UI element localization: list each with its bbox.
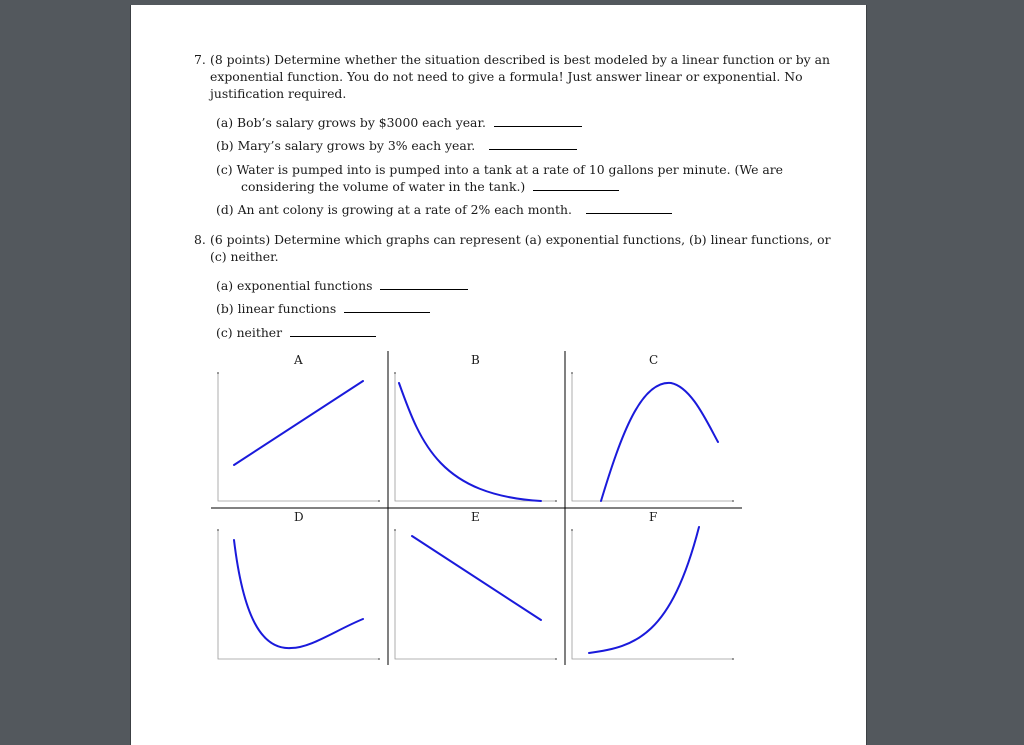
question-8-text-line2: (c) neither.	[210, 249, 279, 264]
axis-arrow	[732, 500, 734, 502]
q7-item-c: (c) Water is pumped into is pumped into a tank at a rate of 10 gallons per minute. (We are	[216, 162, 783, 177]
axis-arrow	[555, 658, 557, 660]
question-8-number: 8.	[194, 232, 206, 247]
q7-item-a: (a) Bob’s salary grows by $3000 each year.	[216, 114, 582, 131]
question-7-text-line3: justification required.	[210, 86, 347, 101]
axes-f	[572, 530, 733, 659]
question-7-text-line2: exponential function. You do not need to give a formula! Just answer linear or exponential. No	[210, 69, 803, 84]
question-7-text-line1: (8 points) Determine whether the situation described is best modeled by a linear function or by an	[210, 52, 830, 67]
axes-c	[572, 373, 733, 501]
curve-d	[234, 540, 363, 648]
axes-a	[218, 373, 379, 501]
q8-item-a: (a) exponential functions	[216, 277, 468, 294]
axis-arrow	[732, 658, 734, 660]
q8-item-b: (b) linear functions	[216, 300, 430, 317]
axes-d	[218, 530, 379, 659]
graph-label-e: E	[471, 510, 480, 524]
graph-label-b: B	[471, 353, 480, 367]
axis-arrow	[394, 372, 396, 374]
axis-arrow	[394, 529, 396, 531]
curve-f	[589, 527, 699, 653]
q7-item-c-cont: considering the volume of water in the tank.)	[241, 178, 619, 195]
axis-arrow	[217, 529, 219, 531]
graph-label-f: F	[649, 510, 658, 524]
question-8-text-line1: (6 points) Determine which graphs can represent (a) exponential functions, (b) linear functions, or	[210, 232, 831, 247]
graphs-grid	[131, 5, 866, 745]
axes-e	[395, 530, 556, 659]
document-page	[130, 5, 867, 745]
curve-b	[399, 383, 541, 501]
axes-b	[395, 373, 556, 501]
curve-c	[601, 383, 718, 501]
q7-item-b: (b) Mary’s salary grows by 3% each year.	[216, 137, 577, 154]
axis-arrow	[555, 500, 557, 502]
q8-item-c: (c) neither	[216, 324, 376, 341]
curve-e	[412, 536, 541, 620]
question-7-number: 7.	[194, 52, 206, 67]
curve-a	[234, 381, 363, 465]
graph-label-c: C	[649, 353, 659, 367]
graph-label-a: A	[294, 353, 303, 367]
axis-arrow	[378, 500, 380, 502]
axis-arrow	[571, 372, 573, 374]
q7-item-d: (d) An ant colony is growing at a rate of 2% each month.	[216, 201, 672, 218]
axis-arrow	[571, 529, 573, 531]
axis-arrow	[378, 658, 380, 660]
axis-arrow	[217, 372, 219, 374]
graph-label-d: D	[294, 510, 304, 524]
